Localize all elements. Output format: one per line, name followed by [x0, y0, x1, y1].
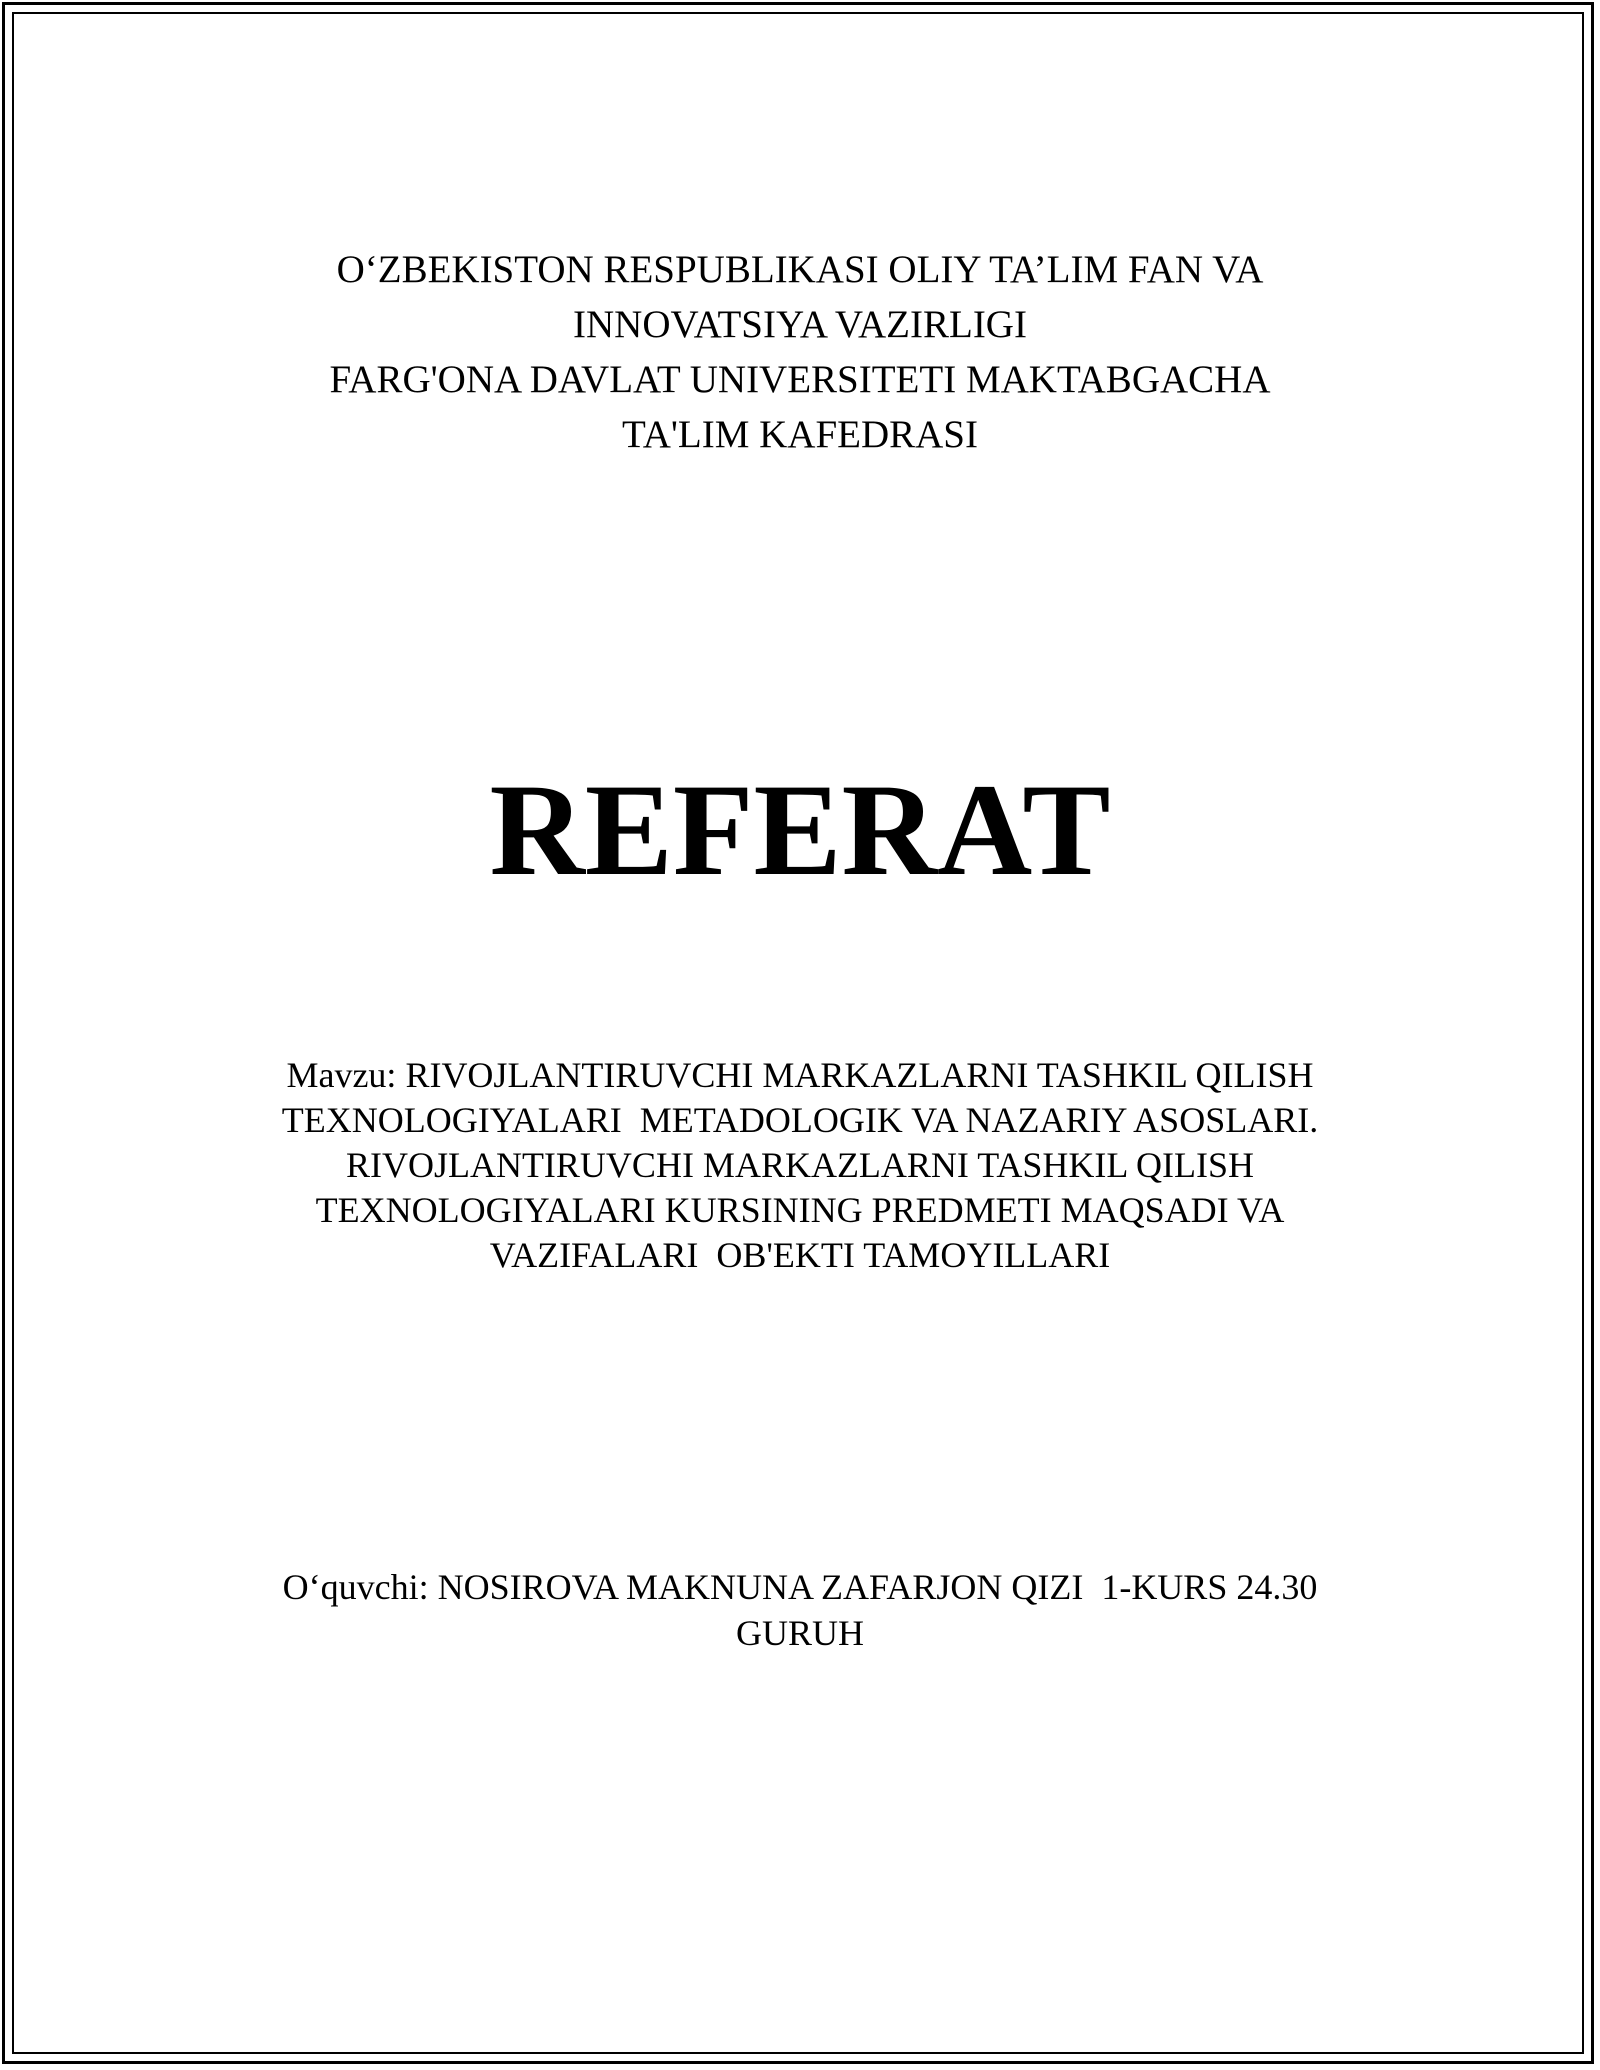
topic-block — [0, 1053, 1600, 1278]
header-line: INNOVATSIYA VAZIRLIGI — [573, 303, 1027, 346]
institution-header — [0, 242, 1600, 462]
student-line: O‘quvchi: NOSIROVA MAKNUNA ZAFARJON QIZI 1-KURS 24.30 — [282, 1567, 1318, 1607]
header-line: FARG'ONA DAVLAT UNIVERSITETI MAKTABGACHA — [329, 358, 1271, 401]
topic-line: TEXNOLOGIYALARI KURSINING PREDMETI MAQSADI VA — [315, 1190, 1285, 1230]
header-line: TA'LIM KAFEDRASI — [622, 413, 978, 456]
document-title: REFERAT — [489, 756, 1111, 903]
student-info — [0, 1564, 1600, 1656]
topic-line: RIVOJLANTIRUVCHI MARKAZLARNI TASHKIL QILISH — [345, 1145, 1255, 1185]
topic-line: Mavzu: RIVOJLANTIRUVCHI MARKAZLARNI TASHKIL QILISH — [286, 1055, 1314, 1095]
student-line: GURUH — [735, 1613, 864, 1653]
topic-line: VAZIFALARI OB'EKTI TAMOYILLARI — [489, 1235, 1111, 1275]
topic-line: TEXNOLOGIYALARI METADOLOGIK VA NAZARIY ASOSLARI. — [281, 1100, 1319, 1140]
header-line: O‘ZBEKISTON RESPUBLIKASI OLIY TA’LIM FAN VA — [336, 248, 1264, 291]
